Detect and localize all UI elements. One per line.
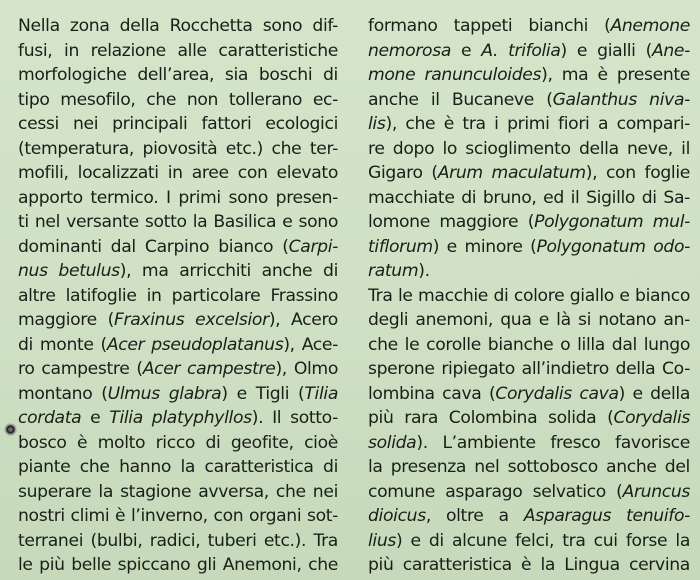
italic-text-segment: Corydalis bbox=[613, 408, 690, 428]
text-line bbox=[18, 553, 338, 578]
text-line bbox=[18, 529, 338, 554]
text-line bbox=[368, 235, 690, 260]
italic-text-segment: Polygonatum odo- bbox=[536, 236, 690, 257]
text-segment: ) e di alcune felci, tra cui forse la bbox=[396, 530, 690, 551]
text-segment: Gigaro ( bbox=[368, 163, 438, 183]
text-segment: apporto termico. I primi sono presen- bbox=[18, 187, 338, 208]
text-line bbox=[18, 112, 338, 137]
italic-text-segment: nemorosa bbox=[368, 40, 451, 61]
text-segment: montano ( bbox=[18, 383, 108, 404]
text-segment: ), ma arricchiti anche di bbox=[119, 261, 338, 281]
text-line bbox=[368, 284, 690, 309]
text-segment: ). L’ambiente fresco favorisce bbox=[416, 432, 690, 453]
text-segment: ), Acero bbox=[268, 310, 338, 330]
italic-text-segment: Acer campestre bbox=[142, 359, 276, 379]
text-segment: lombina cava ( bbox=[368, 383, 496, 404]
italic-text-segment: dioicus bbox=[368, 506, 426, 526]
text-segment: morfologiche dell’area, sia boschi di bbox=[18, 65, 338, 85]
text-segment: ) e gialli ( bbox=[560, 40, 652, 61]
left-text-column bbox=[18, 14, 338, 578]
italic-text-segment: cordata bbox=[18, 408, 82, 428]
text-segment: Nella zona della Rocchetta sono dif- bbox=[18, 16, 338, 36]
text-line bbox=[18, 382, 338, 407]
italic-text-segment: mone ranunculoides bbox=[368, 65, 542, 85]
italic-text-segment: Anemone bbox=[610, 16, 690, 36]
text-segment: re dopo lo scioglimento della neve, il bbox=[368, 138, 690, 159]
text-segment: le più belle spiccano gli Anemoni, che bbox=[18, 555, 338, 575]
text-line bbox=[368, 39, 690, 64]
italic-text-segment: Carpi- bbox=[288, 236, 338, 257]
text-segment: (temperatura, piovosità etc.) che ter- bbox=[18, 138, 338, 159]
text-segment: ) e minore ( bbox=[432, 236, 537, 257]
text-segment: la presenza nel sottobosco anche del bbox=[368, 457, 690, 477]
text-segment: bosco è molto ricco di geofite, cioè bbox=[18, 432, 338, 453]
text-segment: dominanti dal Carpino bianco ( bbox=[18, 236, 289, 257]
text-segment: macchiate di bruno, ed il Sigillo di Sa- bbox=[368, 187, 690, 208]
text-line bbox=[368, 137, 690, 162]
text-line bbox=[368, 406, 690, 431]
text-segment: ), ma è presente bbox=[541, 65, 690, 85]
text-segment: sperone ripiegato all’indietro della Co- bbox=[368, 359, 690, 379]
text-line bbox=[368, 455, 690, 480]
text-segment: ). Il sotto- bbox=[251, 408, 338, 428]
text-segment: anche il Bucaneve ( bbox=[368, 89, 553, 110]
text-line bbox=[368, 308, 690, 333]
text-line bbox=[368, 14, 690, 39]
text-line bbox=[18, 504, 338, 529]
text-segment: lomone maggiore ( bbox=[368, 212, 535, 232]
text-segment: che le corolle bianche o lilla dal lungo bbox=[368, 334, 690, 355]
text-segment: e bbox=[451, 40, 482, 61]
text-segment: degli anemoni, qua e là si notano an- bbox=[368, 310, 690, 330]
italic-text-segment: Ane- bbox=[651, 40, 690, 61]
italic-text-segment: Asparagus tenuifo- bbox=[523, 506, 690, 526]
italic-text-segment: Ulmus glabra bbox=[107, 383, 222, 404]
text-line bbox=[18, 137, 338, 162]
text-line bbox=[368, 357, 690, 382]
text-segment: fusi, in relazione alle caratteristiche bbox=[18, 40, 338, 61]
text-line bbox=[368, 382, 690, 407]
text-line bbox=[18, 480, 338, 505]
text-segment: ), che è tra i primi fiori a compari- bbox=[385, 114, 690, 134]
text-line bbox=[18, 88, 338, 113]
italic-text-segment: Corydalis cava bbox=[495, 383, 619, 404]
text-line bbox=[18, 259, 338, 284]
text-line bbox=[368, 504, 690, 529]
text-segment: cessi nei principali fattori ecologici bbox=[18, 114, 338, 134]
right-text-column bbox=[368, 14, 690, 578]
italic-text-segment: Galanthus niva- bbox=[552, 89, 690, 110]
text-line bbox=[18, 161, 338, 186]
text-line bbox=[368, 333, 690, 358]
text-line bbox=[18, 63, 338, 88]
text-line bbox=[368, 259, 690, 284]
italic-text-segment: ratum bbox=[368, 261, 419, 281]
text-line bbox=[368, 112, 690, 137]
text-segment: ro campestre ( bbox=[18, 359, 143, 379]
text-segment: più rara Colombina solida ( bbox=[368, 408, 614, 428]
text-segment: ), Olmo bbox=[275, 359, 338, 379]
italic-text-segment: Polygonatum mul- bbox=[534, 212, 690, 232]
text-line bbox=[18, 14, 338, 39]
text-line bbox=[368, 553, 690, 578]
italic-text-segment: A. trifolia bbox=[481, 40, 561, 61]
text-line bbox=[368, 529, 690, 554]
text-segment: formano tappeti bianchi ( bbox=[368, 16, 611, 36]
text-line bbox=[18, 406, 338, 431]
text-line bbox=[18, 357, 338, 382]
text-segment: più caratteristica è la Lingua cervina bbox=[368, 555, 690, 575]
italic-text-segment: Arum maculatum bbox=[437, 163, 586, 183]
text-line bbox=[18, 210, 338, 235]
italic-text-segment: Acer pseudoplatanus bbox=[106, 334, 284, 355]
text-line bbox=[18, 455, 338, 480]
italic-text-segment: Tilia platyphyllos bbox=[109, 408, 252, 428]
italic-text-segment: Tilia bbox=[304, 383, 338, 404]
text-segment: , oltre a bbox=[425, 506, 524, 526]
text-segment: superare la stagione avversa, che nei bbox=[18, 481, 338, 502]
italic-text-segment: tiflorum bbox=[368, 236, 433, 257]
text-segment: Tra le macchie di colore giallo e bianco bbox=[368, 285, 690, 306]
screw-icon bbox=[5, 424, 16, 435]
text-segment: altre latifoglie in particolare Frassino bbox=[18, 285, 338, 306]
text-segment: nostri climi è l’inverno, con organi sot- bbox=[18, 506, 338, 526]
text-line bbox=[18, 39, 338, 64]
italic-text-segment: nus betulus bbox=[18, 261, 120, 281]
text-segment: ) e Tigli ( bbox=[221, 383, 305, 404]
italic-text-segment: lis bbox=[368, 114, 386, 134]
text-segment: comune asparago selvatico ( bbox=[368, 481, 623, 502]
text-segment: ), Ace- bbox=[283, 334, 338, 355]
text-line bbox=[368, 480, 690, 505]
text-segment: tipo mesofilo, che non tollerano ec- bbox=[18, 89, 338, 110]
text-line bbox=[368, 431, 690, 456]
text-segment: ). bbox=[418, 261, 430, 281]
text-segment: maggiore ( bbox=[18, 310, 114, 330]
text-segment: terranei (bulbi, radici, tuberi etc.). Tra bbox=[18, 530, 338, 551]
text-line bbox=[368, 63, 690, 88]
italic-text-segment: solida bbox=[368, 432, 417, 453]
text-line bbox=[18, 235, 338, 260]
text-line bbox=[368, 210, 690, 235]
text-line bbox=[368, 186, 690, 211]
text-line bbox=[368, 161, 690, 186]
text-segment: mofili, localizzati in aree con elevato bbox=[18, 163, 338, 183]
text-segment: di monte ( bbox=[18, 334, 107, 355]
text-line bbox=[18, 431, 338, 456]
text-segment: e bbox=[81, 408, 110, 428]
text-line bbox=[368, 88, 690, 113]
italic-text-segment: Fraxinus excelsior bbox=[113, 310, 269, 330]
italic-text-segment: lius bbox=[368, 530, 396, 551]
text-segment: piante che hanno la caratteristica di bbox=[18, 457, 338, 477]
text-line bbox=[18, 308, 338, 333]
text-segment: ) e della bbox=[618, 383, 691, 404]
text-line bbox=[18, 186, 338, 211]
italic-text-segment: Aruncus bbox=[622, 481, 690, 502]
text-line bbox=[18, 284, 338, 309]
text-line bbox=[18, 333, 338, 358]
text-segment: ti nel versante sotto la Basilica e sono bbox=[18, 212, 338, 232]
text-segment: ), con foglie bbox=[585, 163, 690, 183]
